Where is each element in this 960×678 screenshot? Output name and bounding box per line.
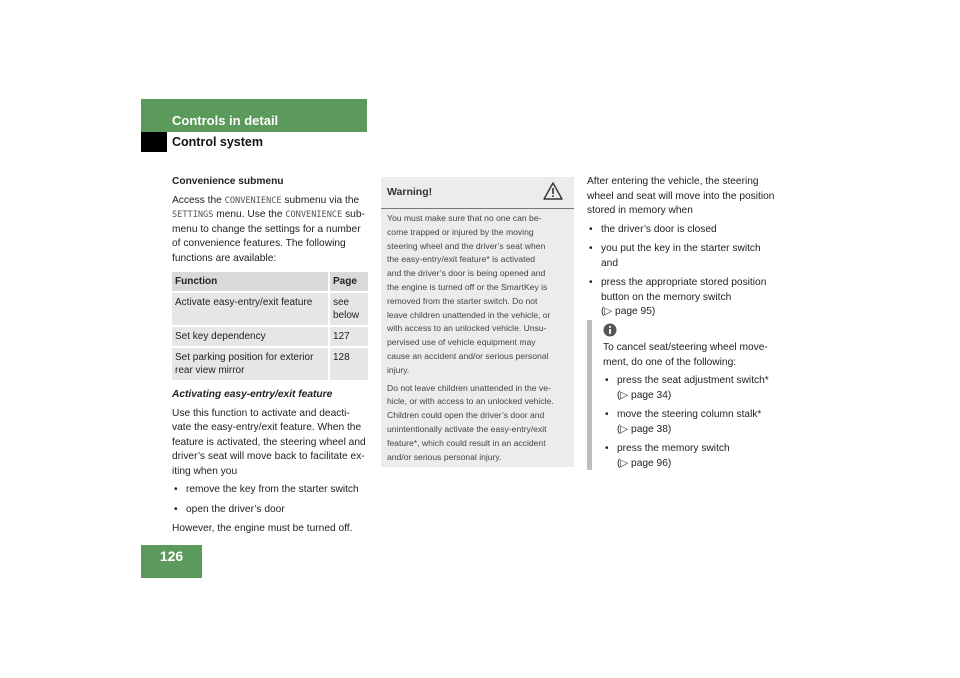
list-item: • the driver’s door is closed bbox=[587, 223, 787, 238]
warning-paragraph: You must make sure that no one can be- come trapped or injured by the moving steering wheel and the driver’s seat when the easy-entry/exit feature* is activated and the driver’s door is being opened and the engine is turned off or the SmartKey is removed from the starter switch. Do not leave children unattended in the vehicle, or with access to an unlocked vehicle. Unsu- pervised use of vehicle equipment may cause an accident and/or serious personal injury. bbox=[387, 213, 551, 375]
warning-title: Warning! bbox=[387, 186, 433, 198]
table-header-row bbox=[172, 272, 368, 292]
table-row bbox=[172, 292, 368, 326]
easy-entry-heading: Activating easy-entry/exit feature bbox=[172, 389, 333, 400]
table-cell: Activate easy-entry/exit feature bbox=[172, 292, 329, 326]
closing-note: However, the engine must be turned off. bbox=[172, 523, 353, 534]
info-box-bar bbox=[587, 320, 592, 470]
section-title: Controls in detail bbox=[172, 113, 279, 128]
left-column bbox=[172, 175, 372, 541]
page-reference: (▷ page 95) bbox=[601, 306, 656, 317]
warning-paragraph: Do not leave children unattended in the ve- hicle, or with access to an unlocked vehicle. Children could open the driver’s door and unintentionally activate the easy-entry/exit feature*, which could result in an accident and/or serious personal injury. bbox=[387, 382, 554, 462]
bullet-icon: • bbox=[589, 243, 593, 254]
bullet-icon: • bbox=[605, 443, 609, 454]
list-item: • move the steering column stalk* (▷ page 38) bbox=[605, 409, 762, 435]
table-cell: 128 bbox=[329, 347, 368, 380]
bullet-icon: • bbox=[174, 503, 178, 515]
table-cell: see below bbox=[329, 292, 368, 326]
list-item: • remove the key from the starter switch bbox=[172, 483, 372, 498]
warning-text bbox=[387, 212, 569, 468]
list-item: • press the memory switch (▷ page 96) bbox=[605, 443, 730, 469]
table-cell: Set parking position for exterior rear view mirror bbox=[172, 347, 329, 380]
info-intro: To cancel seat/steering wheel move- ment, do one of the following: bbox=[603, 342, 768, 368]
convenience-heading: Convenience submenu bbox=[172, 176, 284, 187]
table-row bbox=[172, 326, 368, 347]
list-item: • open the driver’s door bbox=[172, 503, 372, 518]
code-convenience: CONVENIENCE bbox=[285, 210, 343, 220]
info-box bbox=[603, 341, 788, 476]
info-icon bbox=[603, 323, 617, 342]
functions-table bbox=[172, 272, 368, 380]
bullet-icon: • bbox=[589, 277, 593, 288]
right-column bbox=[587, 175, 787, 325]
list-item: • press the seat adjustment switch* (▷ page 34) bbox=[605, 375, 769, 401]
bullet-icon: • bbox=[589, 223, 593, 235]
warning-divider bbox=[381, 208, 574, 209]
subsection-title: Control system bbox=[172, 135, 263, 149]
table-row bbox=[172, 347, 368, 380]
code-convenience: CONVENIENCE bbox=[224, 195, 282, 206]
table-cell: 127 bbox=[329, 326, 368, 347]
table-cell: Set key dependency bbox=[172, 326, 329, 347]
intro-paragraph: Access the CONVENIENCE submenu via the SETTINGS menu. Use the CONVENIENCE sub- menu to change the settings for a number of convenience features. The following functions are available: bbox=[172, 194, 365, 264]
page-reference: (▷ page 34) bbox=[617, 389, 672, 401]
page-reference: (▷ page 38) bbox=[617, 423, 672, 435]
warning-triangle-icon bbox=[543, 182, 563, 205]
bullet-icon: • bbox=[605, 375, 609, 386]
easy-entry-paragraph: Use this function to activate and deacti- vate the easy-entry/exit feature. When the feature is activated, the steering wheel and driver’s seat will move back to facilitate ex- iting when you bbox=[172, 407, 366, 477]
code-settings: SETTINGS bbox=[172, 210, 214, 220]
page-reference: (▷ page 96) bbox=[617, 457, 672, 469]
list-item: • you put the key in the starter switch and bbox=[589, 243, 761, 269]
subsection-marker bbox=[141, 132, 167, 152]
bullet-icon: • bbox=[605, 409, 609, 420]
page-number: 126 bbox=[159, 548, 184, 564]
bullet-icon: • bbox=[174, 484, 178, 495]
table-header-cell: Function bbox=[172, 272, 329, 292]
table-header-cell: Page bbox=[329, 272, 368, 292]
list-item: • press the appropriate stored position button on the memory switch (▷ page 95) bbox=[589, 277, 767, 317]
memory-intro: After entering the vehicle, the steering wheel and seat will move into the position stored in memory when bbox=[587, 176, 775, 216]
